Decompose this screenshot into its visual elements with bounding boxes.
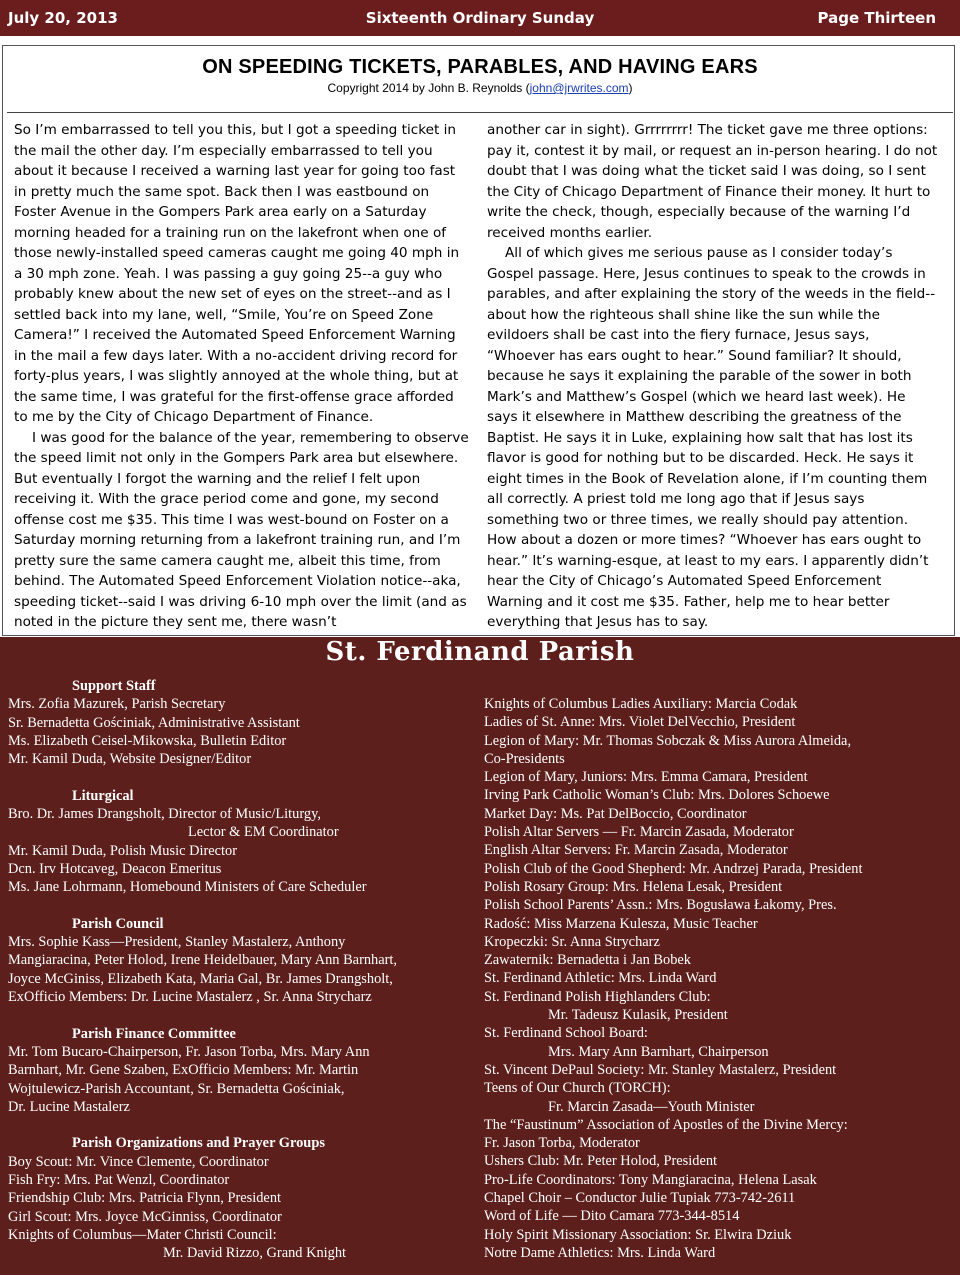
organization-line: Polish School Parents’ Assn.: Mrs. Bogusława Łakomy, Pres.: [484, 897, 837, 914]
staff-line: Mr. Kamil Duda, Website Designer/Editor: [8, 751, 252, 768]
finance-line: Mr. Tom Bucaro-Chairperson, Fr. Jason Torba, Mrs. Mary Ann: [8, 1043, 370, 1060]
finance-line: Dr. Lucine Mastalerz: [8, 1098, 130, 1115]
organization-line: Legion of Mary: Mr. Thomas Sobczak & Miss Aurora Almeida,: [484, 732, 852, 749]
organization-line: Kropeczki: Sr. Anna Strycharz: [484, 933, 660, 950]
article-title: ON SPEEDING TICKETS, PARABLES, AND HAVING EARS: [202, 56, 758, 78]
organization-line: Radość: Miss Marzena Kulesza, Music Teacher: [484, 915, 758, 932]
organization-line: Polish Rosary Group: Mrs. Helena Lesak, President: [484, 878, 783, 895]
organization-line: The “Faustinum” Association of Apostles of the Divine Mercy:: [484, 1116, 848, 1133]
liturgical-line: Lector & EM Coordinator: [188, 824, 339, 841]
header-date: July 20, 2013: [8, 9, 118, 27]
article-copyright: [0, 81, 960, 95]
organization-line: Knights of Columbus—Mater Christi Council:: [8, 1226, 277, 1243]
organization-line: Teens of Our Church (TORCH):: [484, 1080, 671, 1097]
organization-line: Boy Scout: Mr. Vince Clemente, Coordinator: [8, 1153, 269, 1170]
section-heading-liturgical: Liturgical: [72, 787, 134, 804]
organization-line: English Altar Servers: Fr. Marcin Zasada, Moderator: [484, 842, 788, 859]
liturgical-line: Ms. Jane Lohrmann, Homebound Ministers of Care Scheduler: [8, 879, 367, 896]
organization-line: Market Day: Ms. Pat DelBoccio, Coordinator: [484, 805, 747, 822]
article-column-right: [487, 120, 938, 633]
copyright-prefix: Copyright 2014 by John B. Reynolds (: [327, 81, 530, 95]
article-paragraph: I was good for the balance of the year, remembering to observe the speed limit not only in the Gompers Park area but elsewhere. But eventually I forgot the warning and the relief I felt upon receiving it. With the grace period come and gone, my second offense cost me $35. This time I was west-bound on Foster on a Saturday morning returning from a lakefront training run, and I’m pretty sure the same camera caught me, albeit this time, from behind. The Automated Speed Enforcement Violation notice--aka, speeding ticket--said I was driving 6-10 mph over the limit (and as noted in the picture they sent me, there wasn’t: [14, 429, 469, 630]
organization-line: St. Vincent DePaul Society: Mr. Stanley Mastalerz, President: [484, 1061, 837, 1078]
organization-line: St. Ferdinand Athletic: Mrs. Linda Ward: [484, 970, 717, 987]
council-line: Joyce McGiniss, Elizabeth Kata, Maria Gal, Br. James Drangsholt,: [8, 970, 393, 987]
page-header: [0, 0, 960, 36]
article-paragraph: All of which gives me serious pause as I consider today’s Gospel passage. Here, Jesus continues to speak to the crowds in parables, and after explaining the story of the weeds in the field--about how the righteous shall shine like the sun while the evildoers shall be cast into the fiery furnace, Jesus says, “Whoever has ears ought to hear.” Sound familiar? It should, because he says it explaining the parable of the sower in both Mark’s and Matthew’s Gospel (which we heard last week). He says it elsewhere in Matthew describing the greatness of the Baptist. He says it in Luke, explaining how salt that has lost its flavor is good for nothing but to be discarded. Heck. He says it eight times in the Book of Revelation alone, if I’m counting them all correctly. A priest told me long ago that if Jesus says something two or three times, we really should pay attention. How about a dozen or more times? “Whoever has ears ought to hear.” It’s warning-esque, at least to my ears. I apparently didn’t hear the City of Chicago’s Automated Speed Enforcement Warning and it cost me $35. Father, help me to hear better everything that Jesus has to say.: [487, 245, 936, 630]
section-heading-council: Parish Council: [72, 915, 164, 932]
organization-line: Fr. Jason Torba, Moderator: [484, 1135, 640, 1152]
organization-line: Knights of Columbus Ladies Auxiliary: Marcia Codak: [484, 696, 798, 712]
organization-line: Zawaternik: Bernadetta i Jan Bobek: [484, 952, 691, 969]
section-heading-finance: Parish Finance Committee: [72, 1025, 236, 1042]
article-paragraph: So I’m embarrassed to tell you this, but I got a speeding ticket in the mail the other day. I’m especially embarrassed to tell you about it because I received a warning last year for going too fast in pretty much the same spot. Back then I was eastbound on Foster Avenue in the Gompers Park area early on a Saturday morning headed for a training run on the lakefront when one of those newly-installed speed cameras caught me going 40 mph in a 30 mph zone. Yeah. I was passing a guy going 25--a guy who probably knew about the new set of eyes on the street--and as I settled back into my lane, well, “Smile, You’re on Speed Zone Camera!” I received the Automated Speed Enforcement Warning in the mail a few days later. With a no-accident driving record for forty-plus years, I was slightly annoyed at the whole thing, but at the same time, I was grateful for the first-offense grace afforded to me by the City of Chicago Department of Finance.: [14, 122, 460, 425]
organization-line: Co-Presidents: [484, 750, 565, 767]
council-line: Mrs. Sophie Kass—President, Stanley Mastalerz, Anthony: [8, 934, 346, 951]
header-page-number: Page Thirteen: [817, 9, 936, 27]
organization-line: Pro-Life Coordinators: Tony Mangiaracina, Helena Lasak: [484, 1171, 817, 1188]
organization-line: Ushers Club: Mr. Peter Holod, President: [484, 1153, 718, 1170]
organization-line: Legion of Mary, Juniors: Mrs. Emma Camara, President: [484, 769, 808, 786]
council-line: ExOfficio Members: Dr. Lucine Mastalerz , Sr. Anna Strycharz: [8, 989, 372, 1006]
organization-line: Mr. David Rizzo, Grand Knight: [163, 1245, 347, 1262]
liturgical-line: Mr. Kamil Duda, Polish Music Director: [8, 842, 238, 859]
organization-line: Chapel Choir – Conductor Julie Tupiak 773-742-2611: [484, 1190, 796, 1207]
organization-line: Friendship Club: Mrs. Patricia Flynn, President: [8, 1190, 282, 1207]
staff-line: Ms. Elizabeth Ceisel-Mikowska, Bulletin Editor: [8, 732, 287, 749]
article-paragraph: another car in sight). Grrrrrrrr! The ticket gave me three options: pay it, contest it by mail, or request an in-person hearing. I do not doubt that I was doing what the ticket said I was doing, so I sent the City of Chicago Department of Finance their money. It hurt to write the check, though, especially because of the warning I’d received months earlier.: [487, 122, 938, 241]
organization-line: Word of Life — Dito Camara 773-344-8514: [484, 1208, 740, 1225]
staff-line: Mrs. Zofia Mazurek, Parish Secretary: [8, 696, 226, 713]
section-heading-support: Support Staff: [72, 678, 156, 694]
parish-directory: [0, 637, 960, 1275]
directory-left-column: [8, 677, 478, 1263]
organization-line: Fr. Marcin Zasada—Youth Minister: [548, 1098, 755, 1115]
liturgical-line: Dcn. Irv Hotcaveg, Deacon Emeritus: [8, 860, 222, 877]
organization-line: St. Ferdinand School Board:: [484, 1025, 648, 1042]
copyright-suffix: ): [628, 81, 633, 95]
title-divider: [7, 112, 953, 113]
header-title: Sixteenth Ordinary Sunday: [365, 9, 595, 27]
organization-line: Mrs. Mary Ann Barnhart, Chairperson: [548, 1043, 769, 1060]
section-heading-organizations: Parish Organizations and Prayer Groups: [72, 1135, 325, 1152]
liturgical-line: Bro. Dr. James Drangsholt, Director of Music/Liturgy,: [8, 806, 321, 823]
organization-line: Notre Dame Athletics: Mrs. Linda Ward: [484, 1244, 716, 1261]
organization-line: Fish Fry: Mrs. Pat Wenzl, Coordinator: [8, 1172, 230, 1189]
organization-line: Polish Club of the Good Shepherd: Mr. Andrzej Parada, President: [484, 860, 863, 877]
organization-line: Girl Scout: Mrs. Joyce McGinniss, Coordinator: [8, 1208, 282, 1225]
organization-line: Mr. Tadeusz Kulasik, President: [548, 1007, 728, 1024]
directory-right-column: [484, 695, 954, 1262]
organization-line: Holy Spirit Missionary Association: Sr. Elwira Dziuk: [484, 1226, 792, 1243]
author-email-link[interactable]: john@jrwrites.com: [529, 81, 629, 95]
organization-line: St. Ferdinand Polish Highlanders Club:: [484, 988, 711, 1005]
organization-line: Ladies of St. Anne: Mrs. Violet DelVecchio, President: [484, 714, 796, 731]
finance-line: Barnhart, Mr. Gene Szaben, ExOfficio Members: Mr. Martin: [8, 1062, 359, 1079]
finance-line: Wojtulewicz-Parish Accountant, Sr. Bernadetta Gościniak,: [8, 1080, 345, 1097]
article-column-left: [14, 120, 470, 633]
organization-line: Polish Altar Servers — Fr. Marcin Zasada, Moderator: [484, 824, 794, 841]
parish-title: St. Ferdinand Parish: [325, 637, 635, 667]
council-line: Mangiaracina, Peter Holod, Irene Heidelbauer, Mary Ann Barnhart,: [8, 952, 398, 969]
organization-line: Irving Park Catholic Woman’s Club: Mrs. Dolores Schoewe: [484, 787, 830, 804]
staff-line: Sr. Bernadetta Gościniak, Administrative Assistant: [8, 714, 300, 731]
